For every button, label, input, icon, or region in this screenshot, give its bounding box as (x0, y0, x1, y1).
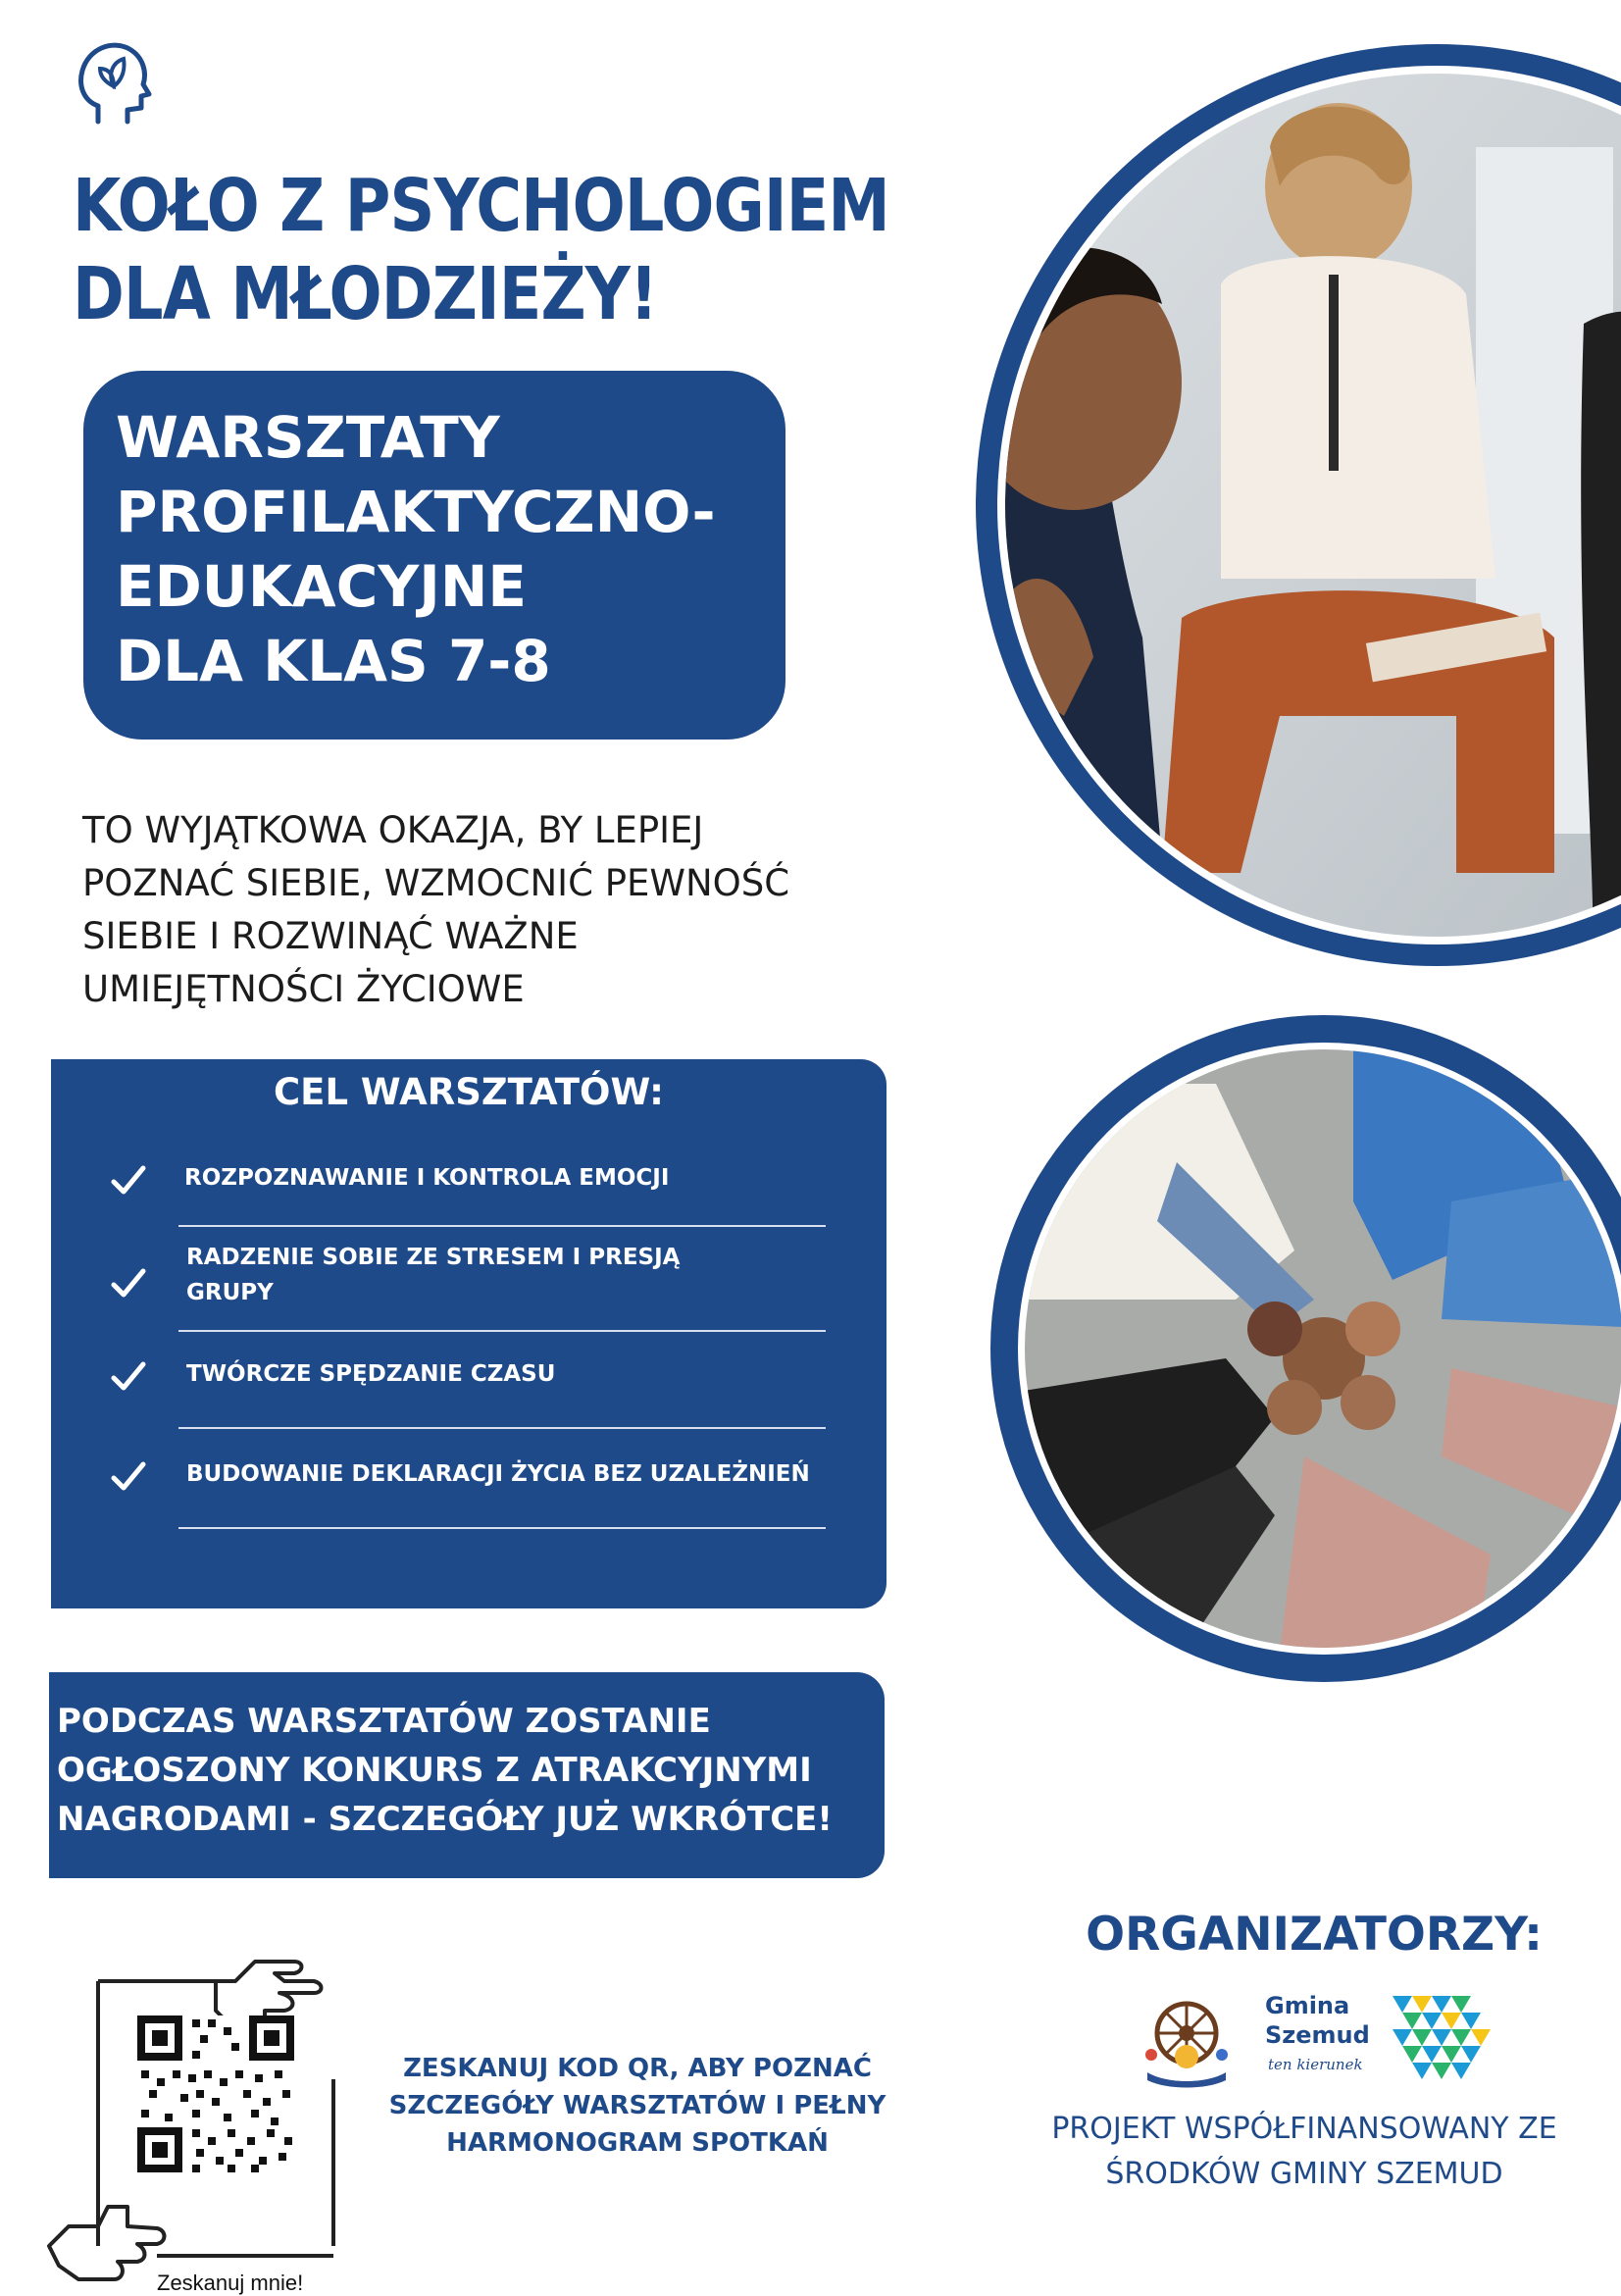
funding-note (1010, 2107, 1598, 2197)
workshop-text (116, 400, 783, 698)
goal-label (186, 1356, 775, 1392)
qr-caption (373, 2050, 902, 2162)
goal-label-line: BUDOWANIE DEKLARACJI ŻYCIA BEZ UZALEŻNIEŃ (186, 1461, 810, 1487)
contest-line: PODCZAS WARSZTATÓW ZOSTANIE (57, 1702, 711, 1741)
intro-line: SIEBIE I ROZWINĄĆ WAŻNE (82, 915, 579, 957)
intro-line: UMIEJĘTNOŚCI ŻYCIOWE (82, 968, 525, 1010)
funding-line: PROJEKT WSPÓŁFINANSOWANY ZE (1051, 2112, 1557, 2146)
goal-label-line: ROZPOZNAWANIE I KONTROLA EMOCJI (184, 1165, 670, 1191)
goals-title: CEL WARSZTATÓW: (274, 1071, 664, 1113)
workshop-line: DLA KLAS 7-8 (116, 628, 551, 694)
scan-me-label: Zeskanuj mnie! (157, 2270, 304, 2295)
contest-line: NAGRODAMI - SZCZEGÓŁY JUŻ WKRÓTCE! (57, 1800, 833, 1839)
gmina-szemud-logo-text (1265, 1991, 1393, 2050)
intro-line: POZNAĆ SIEBIE, WZMOCNIĆ PEWNOŚĆ (82, 862, 790, 904)
title-line-1: KOŁO Z PSYCHOLOGIEM (73, 164, 889, 248)
divider (178, 1527, 826, 1529)
goal-label (186, 1240, 775, 1310)
kolo-wheel-logo (1118, 1986, 1255, 2094)
photo-psychologist-session (946, 29, 1621, 971)
funding-line: ŚRODKÓW GMINY SZEMUD (1105, 2157, 1503, 2191)
divider (178, 1225, 826, 1227)
head-leaf-logo-icon (69, 31, 157, 129)
divider (178, 1427, 826, 1429)
gmina-line: Gmina (1265, 1992, 1350, 2019)
divider (178, 1330, 826, 1332)
qr-caption-line: HARMONOGRAM SPOTKAŃ (446, 2128, 829, 2158)
page-title (73, 162, 889, 338)
gmina-tagline: ten kierunek (1268, 2056, 1363, 2073)
qr-caption-line: ZESKANUJ KOD QR, ABY POZNAĆ (403, 2054, 872, 2083)
goal-label (186, 1456, 853, 1492)
check-icon (108, 1263, 147, 1302)
qr-caption-line: SZCZEGÓŁY WARSZTATÓW I PEŁNY (388, 2091, 886, 2120)
workshop-line: PROFILAKTYCZNO- (116, 479, 716, 545)
title-line-2: DLA MŁODZIEŻY! (73, 252, 658, 336)
contest-line: OGŁOSZONY KONKURS Z ATRAKCYJNYMI (57, 1751, 812, 1790)
goal-label (184, 1160, 773, 1196)
check-icon (108, 1456, 147, 1496)
check-icon (108, 1160, 147, 1199)
check-icon (108, 1356, 147, 1396)
goal-label-line: GRUPY (186, 1280, 274, 1305)
workshop-line: EDUKACYJNE (116, 553, 527, 620)
goal-label-line: RADZENIE SOBIE ZE STRESEM I PRESJĄ (186, 1245, 681, 1270)
workshop-line: WARSZTATY (116, 404, 500, 471)
organizers-title: ORGANIZATORZY: (1086, 1908, 1543, 1962)
intro-line: TO WYJĄTKOWA OKAZJA, BY LEPIEJ (82, 809, 704, 851)
goal-label-line: TWÓRCZE SPĘDZANIE CZASU (186, 1361, 556, 1387)
contest-text (57, 1697, 881, 1844)
photo-group-hands (981, 1005, 1621, 1692)
goals-panel (51, 1059, 886, 1608)
qr-frame-hands-icon (39, 1922, 412, 2293)
gmina-triangles-logo-icon (1388, 1991, 1495, 2089)
intro-text (82, 804, 886, 1016)
gmina-line: Szemud (1265, 2021, 1370, 2049)
